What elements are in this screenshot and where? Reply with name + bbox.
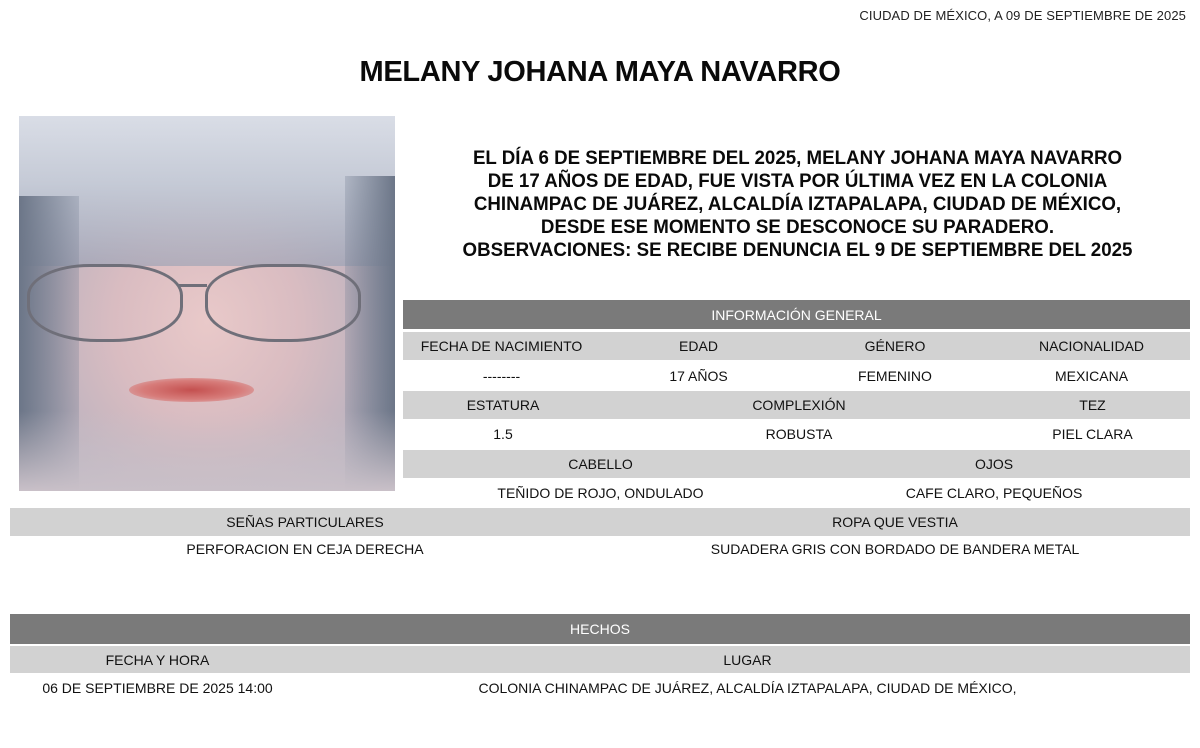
value-skin-tone: PIEL CLARA [1052,426,1133,442]
value-date-time: 06 DE SEPTIEMBRE DE 2025 14:00 [42,680,273,696]
description-line: EL DÍA 6 DE SEPTIEMBRE DEL 2025, MELANY JOHANA MAYA NAVARRO [472,147,1123,169]
disappearance-description [421,147,1175,262]
label-age: EDAD [679,338,718,354]
value-height: 1.5 [493,426,513,442]
facts-header-label: HECHOS [570,621,630,637]
label-build: COMPLEXIÓN [752,397,846,413]
document-date: CIUDAD DE MÉXICO, A 09 DE SEPTIEMBRE DE 2025 [859,8,1186,23]
value-eyes: CAFE CLARO, PEQUEÑOS [905,485,1083,501]
label-gender: GÉNERO [864,338,926,354]
value-build: ROBUSTA [765,426,833,442]
particulars-values-row [10,535,1190,563]
description-line: OBSERVACIONES: SE RECIBE DENUNCIA EL 9 DE SEPTIEMBRE DEL 2025 [462,239,1133,261]
value-hair: TEÑIDO DE ROJO, ONDULADO [497,485,704,501]
description-line: DE 17 AÑOS DE EDAD, FUE VISTA POR ÚLTIMA VEZ EN LA COLONIA [487,170,1108,192]
value-gender: FEMENINO [858,368,932,384]
person-photo [19,116,395,491]
general-info-values-row1 [403,362,1190,390]
value-nationality: MEXICANA [1054,368,1129,384]
facts-values-row [10,674,1190,702]
label-place: LUGAR [723,651,772,668]
value-birth-date: -------- [482,368,521,384]
general-info-values-row3 [403,479,1190,507]
general-info-labels-row1 [403,332,1190,360]
description-line: CHINAMPAC DE JUÁREZ, ALCALDÍA IZTAPALAPA, CIUDAD DE MÉXICO, [473,193,1122,215]
particulars-labels-row [10,508,1190,536]
facts-labels-row [10,646,1190,673]
label-hair: CABELLO [568,456,633,472]
label-clothing: ROPA QUE VESTIA [832,514,958,530]
person-name-title: MELANY JOHANA MAYA NAVARRO [359,56,841,88]
value-distinguishing-marks: PERFORACION EN CEJA DERECHA [186,541,424,557]
general-info-header-label: INFORMACIÓN GENERAL [711,306,882,323]
label-skin-tone: TEZ [1079,397,1106,413]
value-clothing: SUDADERA GRIS CON BORDADO DE BANDERA METAL [710,541,1080,557]
general-info-values-row2 [403,420,1190,448]
label-date-time: FECHA Y HORA [105,651,210,668]
value-age: 17 AÑOS [669,368,728,384]
value-place: COLONIA CHINAMPAC DE JUÁREZ, ALCALDÍA IZTAPALAPA, CIUDAD DE MÉXICO, [478,680,1017,696]
label-eyes: OJOS [974,456,1014,472]
label-nationality: NACIONALIDAD [1038,338,1145,354]
label-height: ESTATURA [466,397,540,413]
label-distinguishing-marks: SEÑAS PARTICULARES [226,514,384,530]
general-info-header [403,300,1190,329]
general-info-labels-row3 [403,450,1190,478]
description-line: DESDE ESE MOMENTO SE DESCONOCE SU PARADERO. [540,216,1055,238]
general-info-labels-row2 [403,391,1190,419]
facts-header [10,614,1190,644]
label-birth-date: FECHA DE NACIMIENTO [420,338,583,354]
